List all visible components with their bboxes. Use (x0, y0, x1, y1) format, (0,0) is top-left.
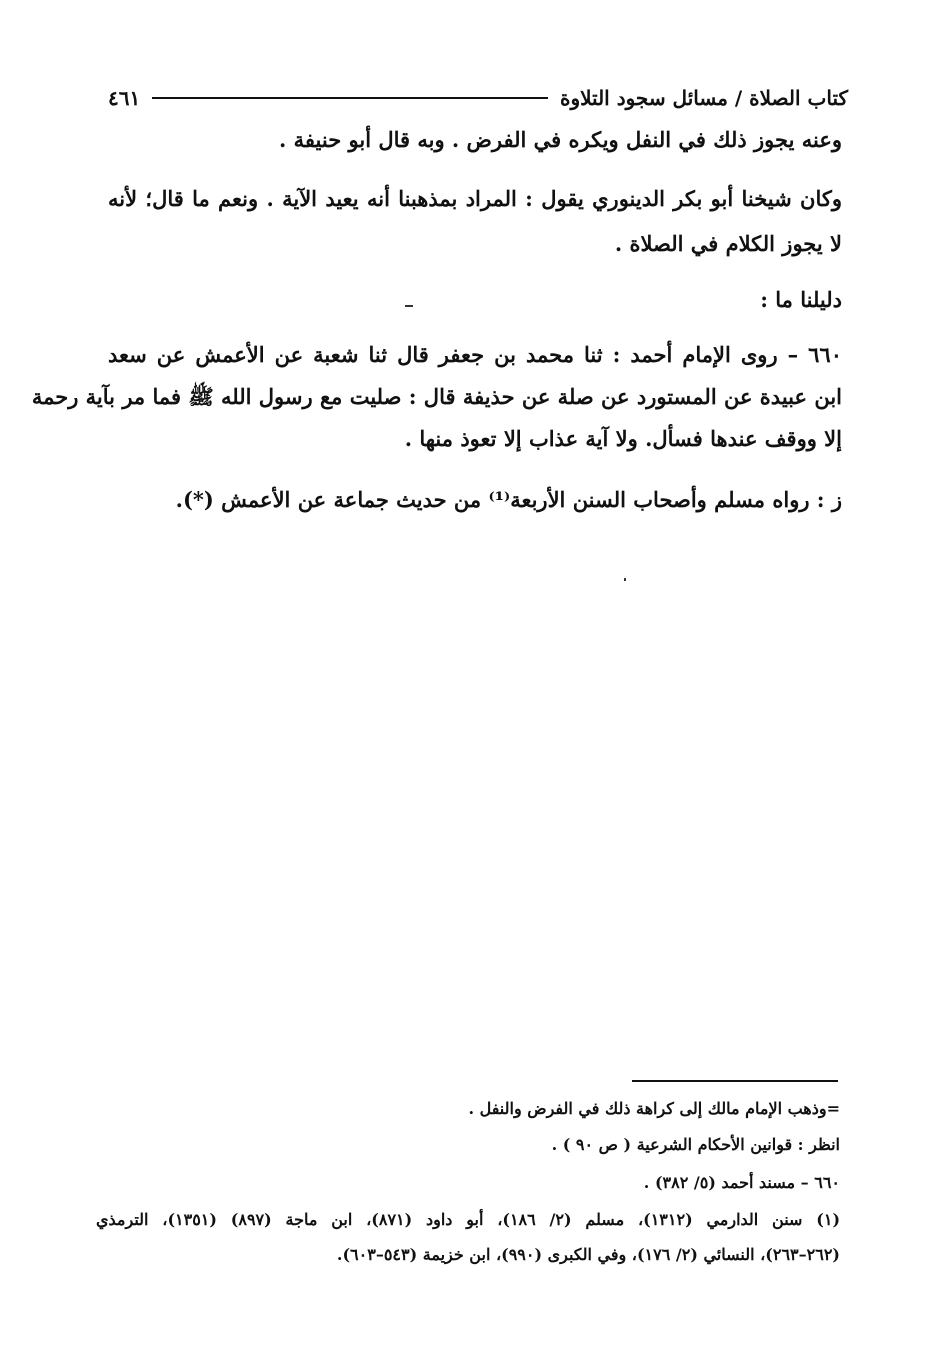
hadith-line: ابن عبيدة عن المستورد عن صلة عن حذيفة قال : صليت مع رسول الله ﷺ فما مر بآية رحمة (31, 384, 842, 409)
hadith-line: إلا ووقف عندها فسأل. ولا آية عذاب إلا تعوذ منها . (404, 426, 842, 451)
footnote-rule (632, 1080, 838, 1082)
scan-speck (624, 578, 626, 581)
body-line: وكان شيخنا أبو بكر الدينوري يقول : المراد بمذهبنا أنه يعيد الآية . ونعم ما قال؛ لأنه (108, 186, 842, 211)
body-line: دليلنا ما : (760, 287, 842, 312)
footnote-line: انظر : قوانين الأحكام الشرعية ( ص ٩٠ ) . (551, 1135, 840, 1154)
running-header (108, 84, 848, 112)
footnote-line: =وذهب الإمام مالك إلى كراهة ذلك في الفرض والنفل . (468, 1099, 840, 1118)
header-rule (152, 97, 548, 99)
body-line: لا يجوز الكلام في الصلاة . (614, 231, 842, 256)
hadith-line: ٦٦٠ – روى الإمام أحمد : ثنا محمد بن جعفر قال ثنا شعبة عن الأعمش عن سعد (108, 342, 842, 367)
scan-speck (405, 305, 413, 307)
footnote-line: ٦٦٠ – مسند أحمد (٥/ ٣٨٢) . (643, 1173, 840, 1192)
footnote-line: (١) سنن الدارمي (١٣١٢)، مسلم (٢/ ١٨٦)، أبو داود (٨٧١)، ابن ماجة (٨٩٧) (١٣٥١)، الترمذي (96, 1210, 841, 1229)
footnote-line: (٢٦٢–٢٦٣)، النسائي (٢/ ١٧٦)، وفي الكبرى (٩٩٠)، ابن خزيمة (٥٤٣–٦٠٣). (336, 1245, 840, 1264)
chapter-title: كتاب الصلاة / مسائل سجود التلاوة (559, 86, 848, 110)
body-line: وعنه يجوز ذلك في النفل ويكره في الفرض . وبه قال أبو حنيفة . (279, 127, 842, 152)
page-number: ٤٦١ (108, 86, 141, 110)
takhrij-line: ز : رواه مسلم وأصحاب السنن الأربعة⁽¹⁾ من حديث جماعة عن الأعمش (*). (175, 487, 842, 512)
